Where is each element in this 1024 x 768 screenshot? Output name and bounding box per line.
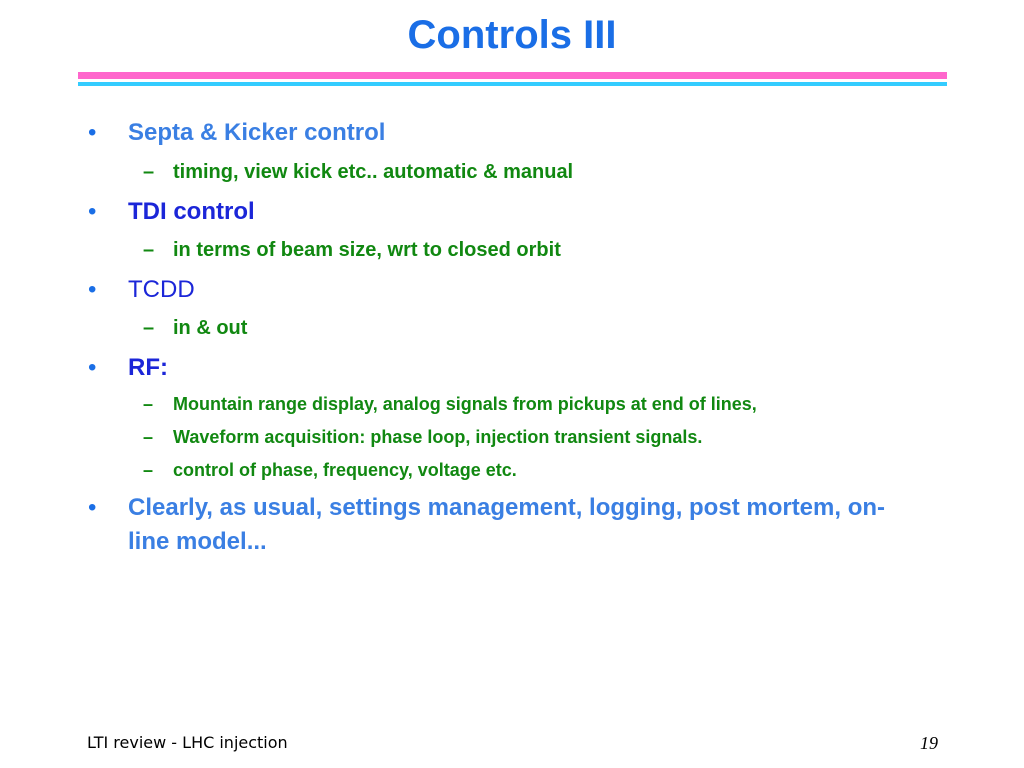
bullet-marker: • xyxy=(88,119,97,146)
bullet-marker: • xyxy=(88,276,97,303)
bullet-item-rf: RF: xyxy=(128,354,168,381)
subitem-mountain-range: Mountain range display, analog signals from pickups at end of lines, xyxy=(173,394,757,414)
subitem-marker: – xyxy=(143,460,154,480)
subitem-marker: – xyxy=(143,427,154,447)
subitem-waveform: Waveform acquisition: phase loop, injection transient signals. xyxy=(173,427,703,447)
bullet-item-tdi-control: TDI control xyxy=(128,198,255,225)
footer-title: LTI review - LHC injection xyxy=(87,733,288,752)
subitem-marker: – xyxy=(143,161,155,183)
subitem-timing: timing, view kick etc.. automatic & manual xyxy=(173,161,574,183)
subitem-beam-size: in terms of beam size, wrt to closed orbit xyxy=(173,239,561,261)
bullet-marker: • xyxy=(88,198,97,225)
subitem-marker: – xyxy=(143,317,155,339)
page-number: 19 xyxy=(920,733,938,753)
bullet-item-septa-kicker: Septa & Kicker control xyxy=(128,119,386,146)
subitem-control-phase: control of phase, frequency, voltage etc. xyxy=(173,460,517,480)
subitem-marker: – xyxy=(143,394,154,414)
subitem-in-out: in & out xyxy=(173,317,248,339)
bullet-marker: • xyxy=(88,354,97,381)
bullet-marker: • xyxy=(88,494,97,521)
bullet-item-settings: Clearly, as usual, settings management, logging, post mortem, on-line model... xyxy=(128,494,886,555)
bullet-item-tcdd: TCDD xyxy=(128,276,195,303)
subitem-marker: – xyxy=(143,239,155,261)
slide-title: Controls III xyxy=(407,13,617,57)
